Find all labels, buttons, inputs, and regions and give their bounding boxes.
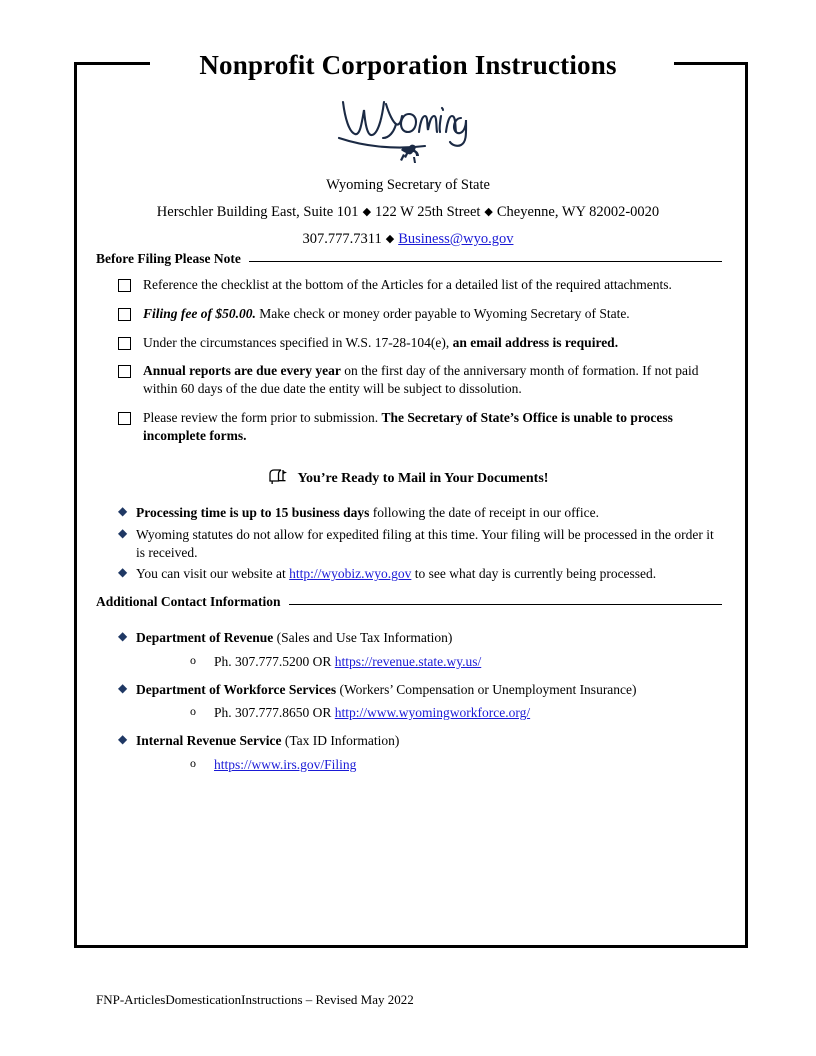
- segment-normal: Reference the checklist at the bottom of the Articles for a detailed list of the required attachments.: [143, 277, 672, 292]
- contact-group-detail: [190, 756, 738, 774]
- list-item-text: [136, 565, 718, 583]
- contact-detail-text: [214, 704, 738, 722]
- contact-group-title: [136, 681, 738, 699]
- diamond-bullet-icon: ◆: [118, 525, 128, 540]
- segment-normal: Ph. 307.777.5200 OR: [214, 653, 335, 669]
- address-city-state-zip: Cheyenne, WY 82002-0020: [496, 203, 660, 220]
- agency-email-link[interactable]: Business@wyo.gov: [398, 230, 514, 247]
- wyobiz-website-link[interactable]: http://wyobiz.wyo.gov: [289, 566, 412, 582]
- contact-group-header: [118, 681, 738, 699]
- diamond-bullet-icon: ◆: [118, 732, 128, 747]
- diamond-bullet-icon: ◆: [118, 680, 128, 695]
- checklist-item-text: [143, 305, 718, 323]
- checklist-item[interactable]: [118, 334, 718, 352]
- checklist-item-text: [143, 362, 718, 398]
- processing-info-list: [118, 504, 718, 587]
- checklist-item-text: [143, 409, 718, 445]
- checklist-item[interactable]: [118, 362, 718, 398]
- contact-group: [118, 629, 738, 671]
- page-title: Nonprofit Corporation Instructions: [199, 50, 617, 80]
- address-building: Herschler Building East, Suite 101: [156, 203, 359, 220]
- circle-bullet-icon: o: [190, 652, 196, 667]
- diamond-bullet-icon: ◆: [118, 629, 128, 643]
- segment-normal: You can visit our website at: [136, 566, 290, 582]
- checklist-item-text: [143, 276, 718, 294]
- segment-bold: Department of Revenue: [136, 630, 274, 645]
- segment-bold: Department of Workforce Services: [136, 681, 337, 697]
- segment-bold: an email address is required.: [452, 334, 619, 350]
- segment-normal: Make check or money order payable to Wyoming Secretary of State.: [255, 305, 630, 321]
- checkbox-icon[interactable]: [118, 365, 131, 378]
- address-street: 122 W 25th Street: [375, 203, 481, 220]
- segment-bold-italic: Filing fee of $50.00.: [143, 305, 256, 321]
- segment-normal: Under the circumstances specified in W.S. 17-28-104(e),: [143, 334, 453, 350]
- checkbox-icon[interactable]: [118, 337, 131, 350]
- diamond-separator-icon: ◆: [385, 232, 395, 245]
- checkbox-icon[interactable]: [118, 279, 131, 292]
- contact-detail-text: [214, 756, 738, 774]
- mail-ready-banner: [0, 468, 816, 490]
- before-filing-checklist: [118, 276, 718, 456]
- workforce-website-link[interactable]: http://www.wyomingworkforce.org/: [334, 705, 531, 721]
- contact-detail-text: [214, 653, 738, 671]
- irs-website-link[interactable]: https://www.irs.gov/Filing: [214, 757, 357, 773]
- list-item-text: [136, 504, 718, 522]
- segment-normal: (Sales and Use Tax Information): [276, 630, 453, 645]
- list-item: [118, 565, 718, 583]
- heading-rule: [249, 261, 722, 262]
- wyoming-logo-icon: [333, 88, 483, 166]
- list-item-text: [136, 526, 718, 562]
- segment-normal: following the date of receipt in our office.: [369, 505, 599, 520]
- before-filing-heading-label: Before Filing Please Note: [96, 251, 241, 266]
- wyoming-logo: [0, 88, 816, 171]
- segment-bold: Annual reports are due every year: [143, 363, 341, 379]
- agency-phone: 307.777.7311: [302, 230, 382, 247]
- agency-contact-block: [0, 172, 816, 252]
- contact-group-detail: [190, 653, 738, 671]
- contact-group: [118, 681, 738, 723]
- checkbox-icon[interactable]: [118, 308, 131, 321]
- revenue-website-link[interactable]: https://revenue.state.wy.us/: [334, 653, 482, 669]
- contact-group-title: [136, 629, 738, 647]
- additional-contact-heading-label: Additional Contact Information: [96, 594, 281, 609]
- checkbox-icon[interactable]: [118, 412, 131, 425]
- list-item: [118, 504, 718, 522]
- segment-normal: Ph. 307.777.8650 OR: [214, 705, 335, 721]
- segment-normal: on the first day of the anniversary month of formation. If not paid within 60 days of the due date the entity will be subject to dissolution.: [143, 363, 699, 397]
- checklist-item-text: [143, 334, 718, 352]
- diamond-separator-icon: ◆: [362, 205, 372, 218]
- contact-group: [118, 732, 738, 774]
- agency-address: [0, 199, 816, 226]
- segment-bold: The Secretary of State’s Office is unable to process incomplete forms.: [143, 410, 673, 443]
- circle-bullet-icon: o: [190, 704, 196, 719]
- checklist-item[interactable]: [118, 276, 718, 294]
- mailbox-icon: [268, 468, 288, 490]
- diamond-bullet-icon: ◆: [118, 504, 128, 518]
- diamond-separator-icon: ◆: [484, 205, 493, 218]
- checklist-item[interactable]: [118, 409, 718, 445]
- checklist-item[interactable]: [118, 305, 718, 323]
- agency-name: Wyoming Secretary of State: [326, 177, 490, 193]
- agency-phone-email: [0, 226, 816, 253]
- segment-normal: Please review the form prior to submission.: [143, 410, 382, 426]
- segment-normal: to see what day is currently being processed.: [411, 566, 657, 582]
- additional-contact-heading: [96, 594, 722, 610]
- list-item: [118, 526, 718, 562]
- segment-bold: Internal Revenue Service: [136, 733, 282, 749]
- mail-ready-text: You’re Ready to Mail in Your Documents!: [297, 471, 549, 486]
- segment-normal: (Workers’ Compensation or Unemployment Insurance): [339, 681, 637, 697]
- contact-group-detail: [190, 704, 738, 722]
- contact-group-header: [118, 732, 738, 750]
- document-footer: FNP-ArticlesDomesticationInstructions – Revised May 2022: [96, 992, 414, 1007]
- diamond-bullet-icon: ◆: [118, 565, 128, 580]
- contact-group-header: [118, 629, 738, 647]
- segment-bold: Processing time is up to 15 business days: [136, 505, 370, 520]
- contact-group-title: [136, 732, 738, 750]
- before-filing-heading: [96, 251, 722, 267]
- segment-normal: Wyoming statutes do not allow for expedited filing at this time. Your filing will be processed in the order it is received.: [136, 526, 714, 560]
- additional-contacts-list: [118, 629, 738, 784]
- circle-bullet-icon: o: [190, 756, 196, 771]
- heading-rule: [289, 604, 722, 605]
- segment-normal: (Tax ID Information): [284, 733, 400, 749]
